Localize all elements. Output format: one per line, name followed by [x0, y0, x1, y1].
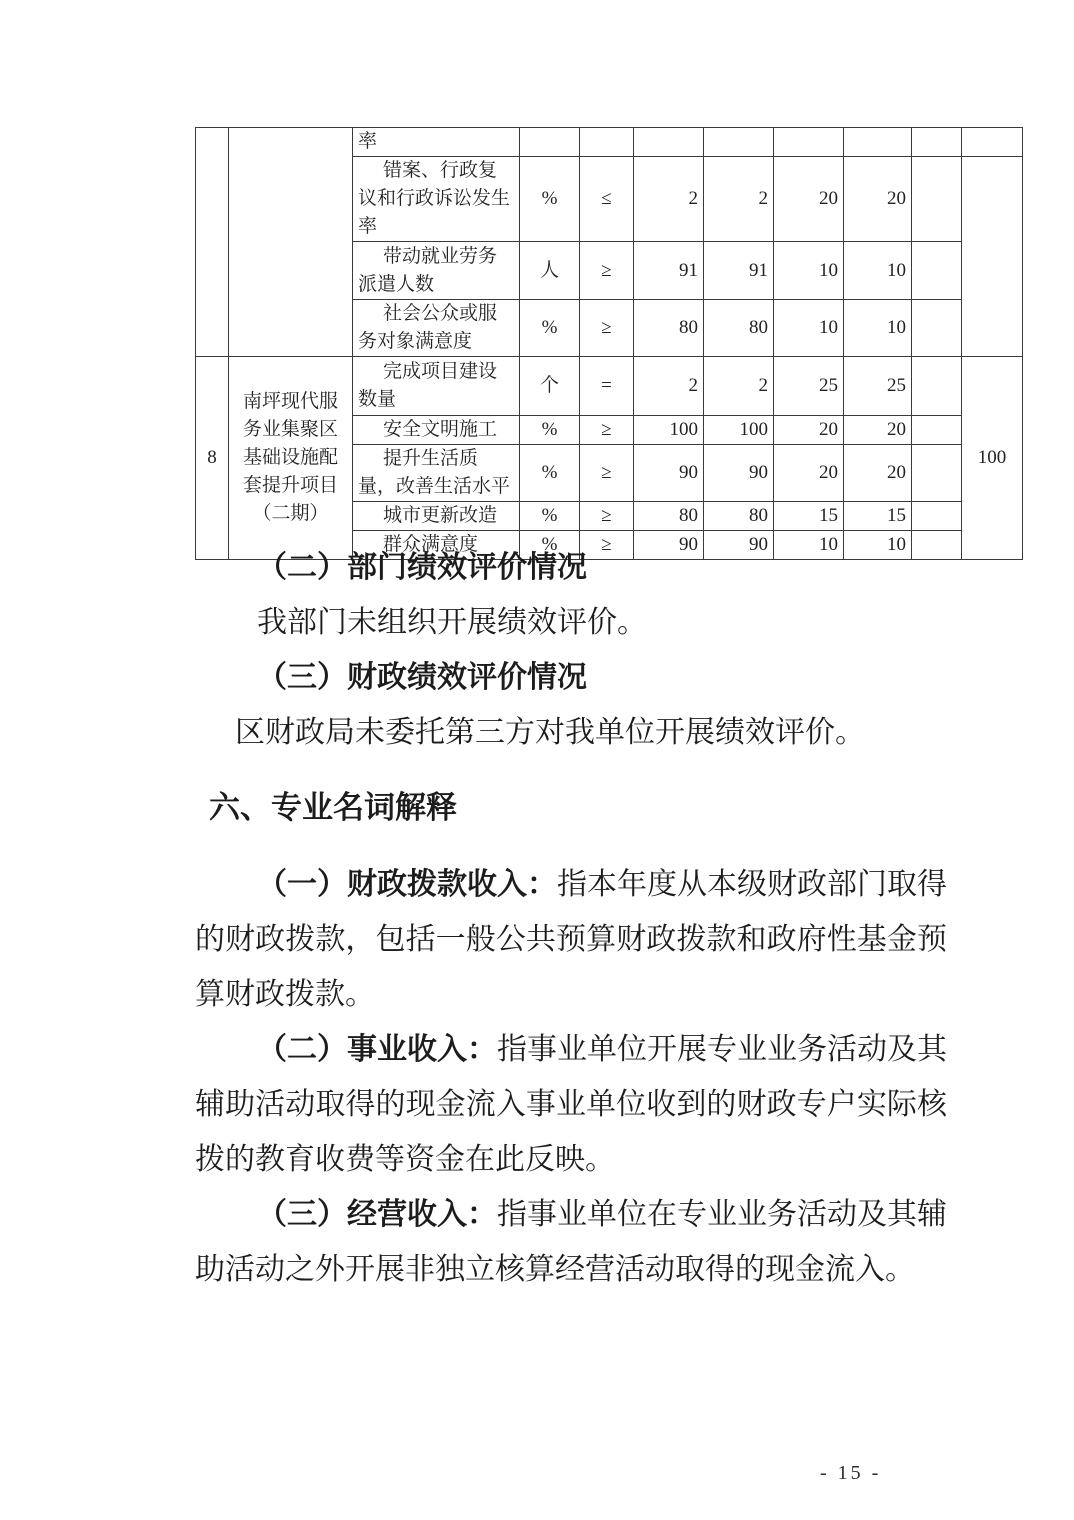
term-fiscal-appropriation-income	[195, 857, 947, 1022]
blank-cell	[912, 416, 962, 445]
value-cell: 100	[704, 416, 774, 445]
op-cell	[580, 128, 634, 157]
total-score-cell	[962, 157, 1023, 357]
indicator-cell: 完成项目建设数量	[353, 357, 520, 416]
indicator-cell: 率	[353, 128, 520, 157]
value-cell: 80	[634, 300, 704, 357]
score-cell: 10	[844, 242, 912, 300]
unit-cell: %	[520, 445, 580, 502]
value-cell: 90	[634, 531, 704, 560]
unit-cell: %	[520, 157, 580, 242]
value-cell: 90	[704, 531, 774, 560]
indicator-cell: 城市更新改造	[353, 502, 520, 531]
seq-cell: 8	[196, 357, 229, 560]
value-cell: 90	[634, 445, 704, 502]
score-cell: 10	[844, 531, 912, 560]
value-cell: 80	[704, 502, 774, 531]
unit-cell: %	[520, 502, 580, 531]
unit-cell: %	[520, 416, 580, 445]
indicator-cell: 安全文明施工	[353, 416, 520, 445]
table-row	[196, 128, 1023, 157]
unit-cell: 人	[520, 242, 580, 300]
term-business-income	[195, 1022, 947, 1187]
value-cell: 91	[704, 242, 774, 300]
performance-indicator-table	[195, 127, 1023, 560]
term-body: 指本年度从本级财政部门取得的财政拨款，包括一般公共预算财政拨款和政府性基金预算财政拨款。	[195, 868, 947, 1011]
score-cell: 20	[844, 157, 912, 242]
weight-cell: 10	[774, 242, 844, 300]
op-cell: ≥	[580, 242, 634, 300]
total-score-cell	[962, 128, 1023, 157]
term-lead: （三）经营收入：	[257, 1198, 497, 1231]
score-cell: 20	[844, 445, 912, 502]
body-text	[195, 540, 947, 1297]
term-lead: （一）财政拨款收入：	[257, 868, 557, 901]
unit-cell: %	[520, 300, 580, 357]
value-cell: 2	[704, 357, 774, 416]
blank-cell	[912, 357, 962, 416]
value-cell: 91	[634, 242, 704, 300]
value-cell: 2	[634, 357, 704, 416]
heading-finance-evaluation: （三）财政绩效评价情况	[257, 661, 587, 694]
score-cell: 20	[844, 416, 912, 445]
paragraph-finance-evaluation: 区财政局未委托第三方对我单位开展绩效评价。	[235, 716, 865, 749]
indicator-cell: 提升生活质量，改善生活水平	[353, 445, 520, 502]
section-title-terms: 六、专业名词解释	[209, 790, 457, 825]
weight-cell: 15	[774, 502, 844, 531]
term-body: 指事业单位开展专业业务活动及其辅助活动取得的现金流入事业单位收到的财政专户实际核拨的教育收费等资金在此反映。	[195, 1033, 947, 1176]
indicator-cell: 错案、行政复议和行政诉讼发生率	[353, 157, 520, 242]
value-cell: 80	[704, 300, 774, 357]
term-operating-income	[195, 1187, 947, 1297]
op-cell: ≥	[580, 416, 634, 445]
weight-cell: 20	[774, 157, 844, 242]
op-cell: ≥	[580, 531, 634, 560]
value-cell	[634, 128, 704, 157]
score-cell: 10	[844, 300, 912, 357]
value-cell: 2	[704, 157, 774, 242]
op-cell: ≤	[580, 157, 634, 242]
value-cell	[704, 128, 774, 157]
score-cell	[844, 128, 912, 157]
op-cell: =	[580, 357, 634, 416]
value-cell: 100	[634, 416, 704, 445]
blank-cell	[912, 502, 962, 531]
score-cell: 15	[844, 502, 912, 531]
weight-cell: 20	[774, 445, 844, 502]
value-cell: 80	[634, 502, 704, 531]
blank-cell	[912, 128, 962, 157]
term-definitions	[195, 857, 947, 1297]
blank-cell	[912, 300, 962, 357]
weight-cell	[774, 128, 844, 157]
indicator-cell: 群众满意度	[353, 531, 520, 560]
term-body: 指事业单位在专业业务活动及其辅助活动之外开展非独立核算经营活动取得的现金流入。	[195, 1198, 947, 1286]
weight-cell: 25	[774, 357, 844, 416]
paragraph-dept-evaluation: 我部门未组织开展绩效评价。	[257, 606, 647, 639]
blank-cell	[912, 445, 962, 502]
indicator-cell: 带动就业劳务派遣人数	[353, 242, 520, 300]
term-lead: （二）事业收入：	[257, 1033, 497, 1066]
value-cell: 2	[634, 157, 704, 242]
blank-cell	[912, 157, 962, 242]
indicator-cell: 社会公众或服务对象满意度	[353, 300, 520, 357]
unit-cell: %	[520, 531, 580, 560]
value-cell: 90	[704, 445, 774, 502]
total-score-cell: 100	[962, 357, 1023, 560]
project-name-cell: 南坪现代服务业集聚区基础设施配套提升项目（二期）	[229, 357, 353, 560]
unit-cell: 个	[520, 357, 580, 416]
op-cell: ≥	[580, 502, 634, 531]
unit-cell	[520, 128, 580, 157]
weight-cell: 10	[774, 300, 844, 357]
op-cell: ≥	[580, 300, 634, 357]
seq-cell	[196, 128, 229, 357]
score-cell: 25	[844, 357, 912, 416]
blank-cell	[912, 242, 962, 300]
weight-cell: 20	[774, 416, 844, 445]
op-cell: ≥	[580, 445, 634, 502]
weight-cell: 10	[774, 531, 844, 560]
heading-dept-evaluation: （二）部门绩效评价情况	[257, 551, 587, 584]
project-name-cell	[229, 128, 353, 357]
page-number: - 15 -	[820, 1462, 882, 1484]
table-row	[196, 357, 1023, 416]
